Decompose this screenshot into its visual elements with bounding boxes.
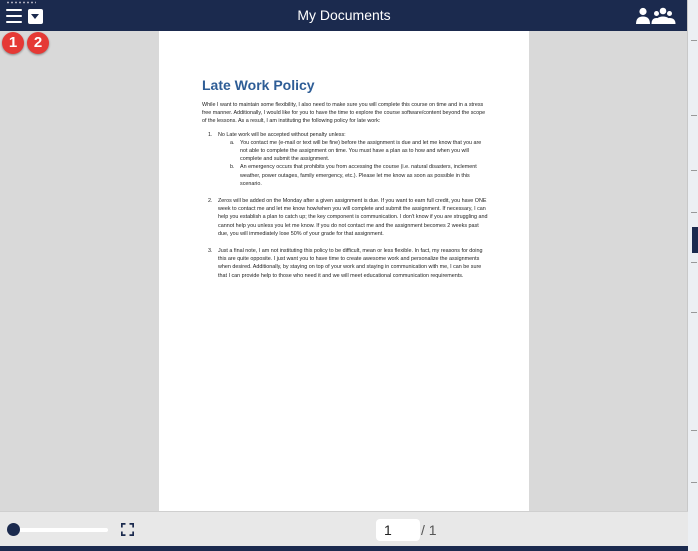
footer-strip [0,546,688,551]
policy-sublist [218,139,489,188]
users-icon[interactable] [636,7,676,25]
page-title: My Documents [297,7,391,23]
top-bar [0,0,688,31]
document-page [159,31,529,511]
policy-item-1-text: No Late work will be accepted without penalty unless: [218,131,346,138]
zoom-slider-track[interactable] [10,528,108,532]
fullscreen-icon[interactable] [121,523,134,536]
policy-item-1b: b. An emergency occurs that prohibits you from accessing the course (i.e. natural disasters, inclement weather, power outages, family emergency, etc.). Please let me know as soon as possible in this scenario. [236,163,489,188]
document-title: Late Work Policy [202,77,315,93]
zoom-slider-thumb[interactable] [7,523,20,536]
callout-badge-2: 2 [27,32,49,54]
policy-item-3: 3. Just a final note, I am not instituting this policy to be difficult, mean or less flexible. In fact, my reasons for doing this are quite opposite. I just want you to have time to create awesome work and personalize the assignments when desired. Additionally, by staying on top of your work and staying in communication with me, I can be sure that I can provide help to those who need it and we will meet educational communication requirements. [214,247,489,280]
policy-item-2: 2. Zeros will be added on the Monday after a given assignment is due. If you want to earn full credit, you have ONE week to contact me and let me know how/when you will complete and submit the assignment. If necessary, I can help you establish a plan to catch up; the key component is communication. I don't know if you are struggling and cannot help you unless you let me know. If you do not contact me and the assignment becomes 2 weeks past due, you will immediately lose 50% of your grade for that assignment. [214,197,489,238]
callout-badge-1: 1 [2,32,24,54]
page-total: / 1 [421,522,437,538]
bottom-toolbar [0,511,688,547]
right-scroll-strip[interactable] [687,0,698,551]
page-number-input[interactable] [376,519,420,541]
policy-item-1 [214,131,489,188]
scroll-thumb[interactable] [692,227,698,253]
policy-list [202,131,489,280]
document-intro: While I want to maintain some flexibility, I also need to make sure you will complete this course on time and in a stress free manner. Additionally, I would like for you to have the time to explore the course software/content beyond the scope of the lessons. As a result, I am instituting the following policy for late work: [202,102,486,125]
policy-item-1a: a. You contact me (e-mail or text will be fine) before the assignment is due and let me know that you are not able to complete the assignment on time. You must have a plan as to how and when you will complete and submit the assignment. [236,139,489,164]
document-body [202,101,489,289]
